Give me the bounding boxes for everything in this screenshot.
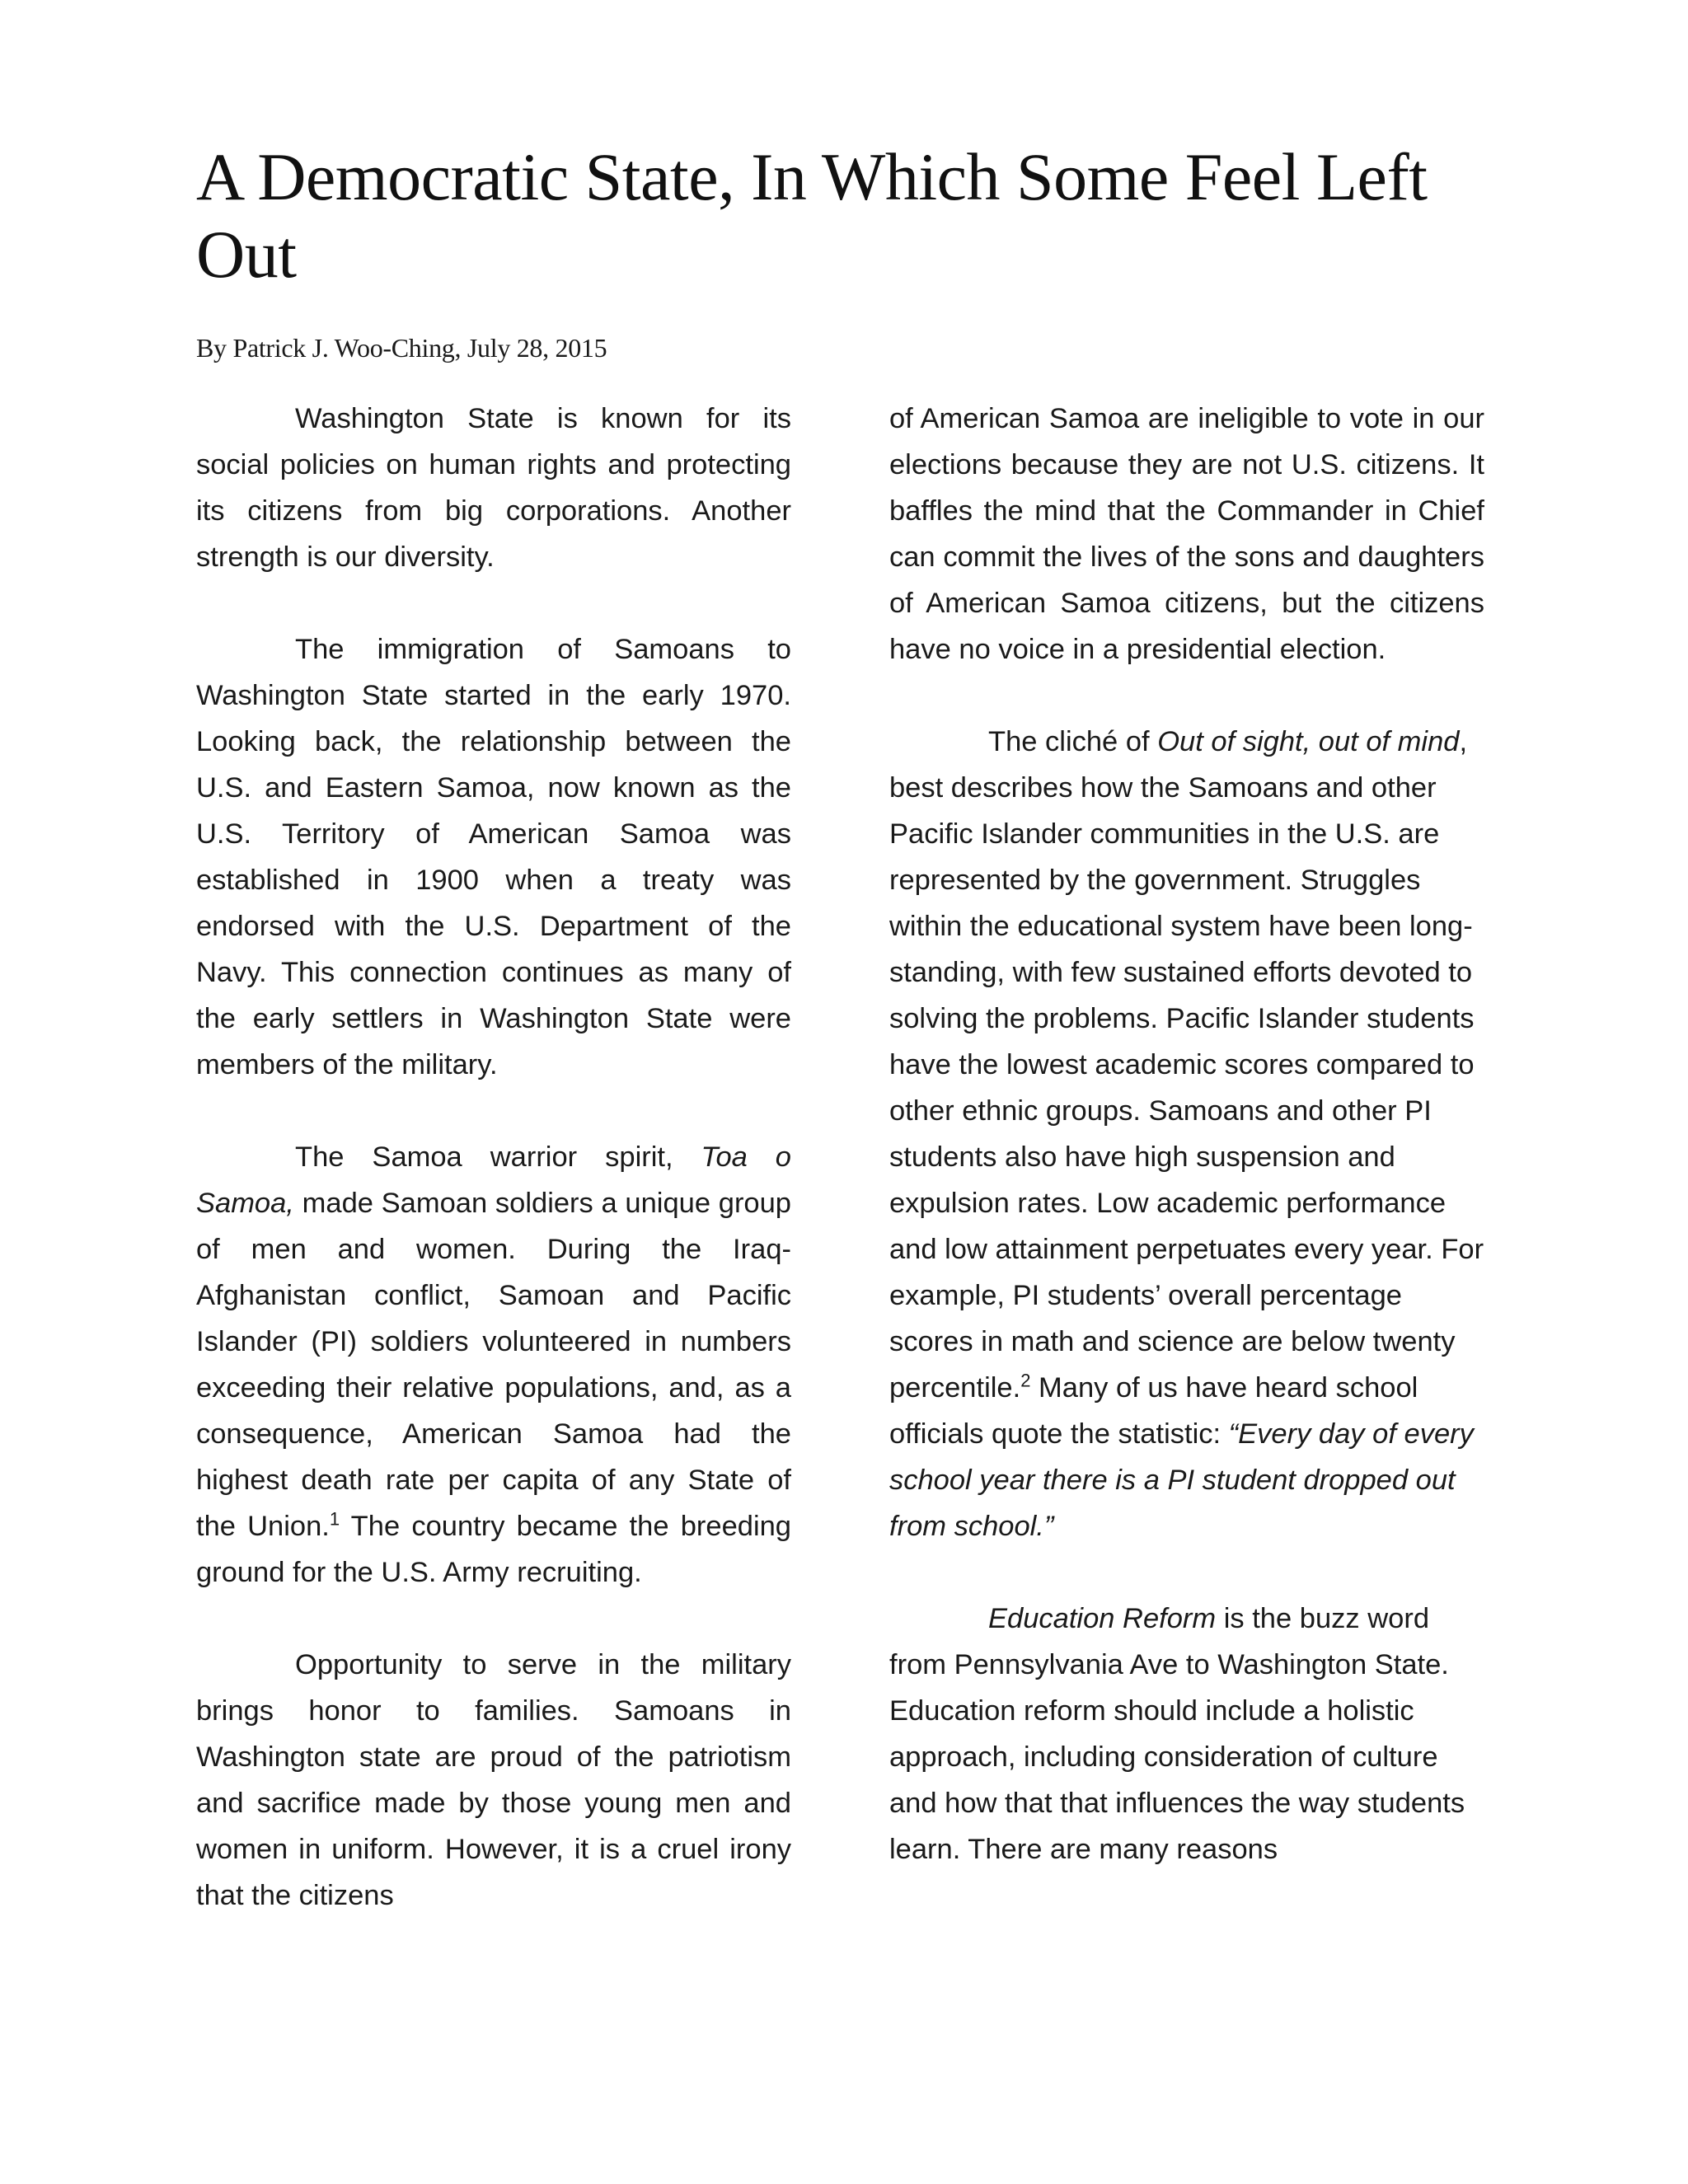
- paragraph: of American Samoa are ineligible to vote in our elections because they are not U.S. citizens. It baffles the mind that the Commander in Chief can commit the lives of the sons and daughters of American Samoa citizens, but the citizens have no voice in a presidential election.: [889, 403, 1484, 665]
- italic-phrase: Out of sight, out of mind: [1157, 726, 1460, 757]
- paragraph-text: The cliché of: [988, 726, 1158, 757]
- paragraph-text: The country became the breeding ground for the U.S. Army recruiting.: [196, 1511, 791, 1588]
- article-byline: By Patrick J. Woo-Ching, July 28, 2015: [196, 333, 607, 363]
- italic-phrase: Education Reform: [988, 1603, 1217, 1634]
- paragraph: The immigration of Samoans to Washington State started in the early 1970. Looking back, the relationship between the U.S. and Eastern Samoa, now known as the U.S. Territory of American Samoa was established in 1900 when a treaty was endorsed with the U.S. Department of the Navy. This connection continues as many of the early settlers in Washington State were members of the military.: [196, 634, 791, 1080]
- paragraph: [889, 1596, 1484, 1872]
- italic-quote: “Every day of every school year there is a PI student dropped out from school.”: [889, 1418, 1474, 1542]
- footnote-marker[interactable]: 2: [1020, 1370, 1031, 1391]
- paragraph: [889, 719, 1484, 1549]
- italic-phrase: Toa o Samoa,: [196, 1141, 791, 1219]
- paragraph-text: is the buzz word from Pennsylvania Ave to Washington State. Education reform should include a holistic approach, including consideration of culture and how that that influences the way students learn. There are many reasons: [889, 1603, 1465, 1865]
- article-title: A Democratic State, In Which Some Feel Left Out: [196, 139, 1428, 292]
- paragraph-text: Many of us have heard school officials quote the statistic:: [889, 1372, 1418, 1450]
- paragraph: Washington State is known for its social policies on human rights and protecting its citizens from big corporations. Another strength is our diversity.: [196, 403, 791, 573]
- paragraph-text: made Samoan soldiers a unique group of men and women. During the Iraq-Afghanistan conflict, Samoan and Pacific Islander (PI) soldiers volunteered in numbers exceeding their relative populations, and, as a consequence, American Samoa had the highest death rate per capita of any State of the Union.: [196, 1188, 791, 1542]
- paragraph: Opportunity to serve in the military brings honor to families. Samoans in Washington state are proud of the patriotism and sacrifice made by those young men and women in uniform. However, it is a cruel irony that the citizens: [196, 1649, 791, 1911]
- paragraph-text: , best describes how the Samoans and other Pacific Islander communities in the U.S. are represented by the government. Struggles within the educational system have been long-standing, with few sustained efforts devoted to solving the problems. Pacific Islander students have the lowest academic scores compared to other ethnic groups. Samoans and other PI students also have high suspension and expulsion rates. Low academic performance and low attainment perpetuates every year. For example, PI students’ overall percentage scores in math and science are below twenty percentile.: [889, 726, 1484, 1404]
- paragraph-text: The Samoa warrior spirit,: [295, 1141, 701, 1173]
- right-column: [889, 396, 1484, 1872]
- left-column: [196, 396, 791, 1919]
- footnote-marker[interactable]: 1: [329, 1508, 340, 1530]
- paragraph: [196, 1134, 791, 1596]
